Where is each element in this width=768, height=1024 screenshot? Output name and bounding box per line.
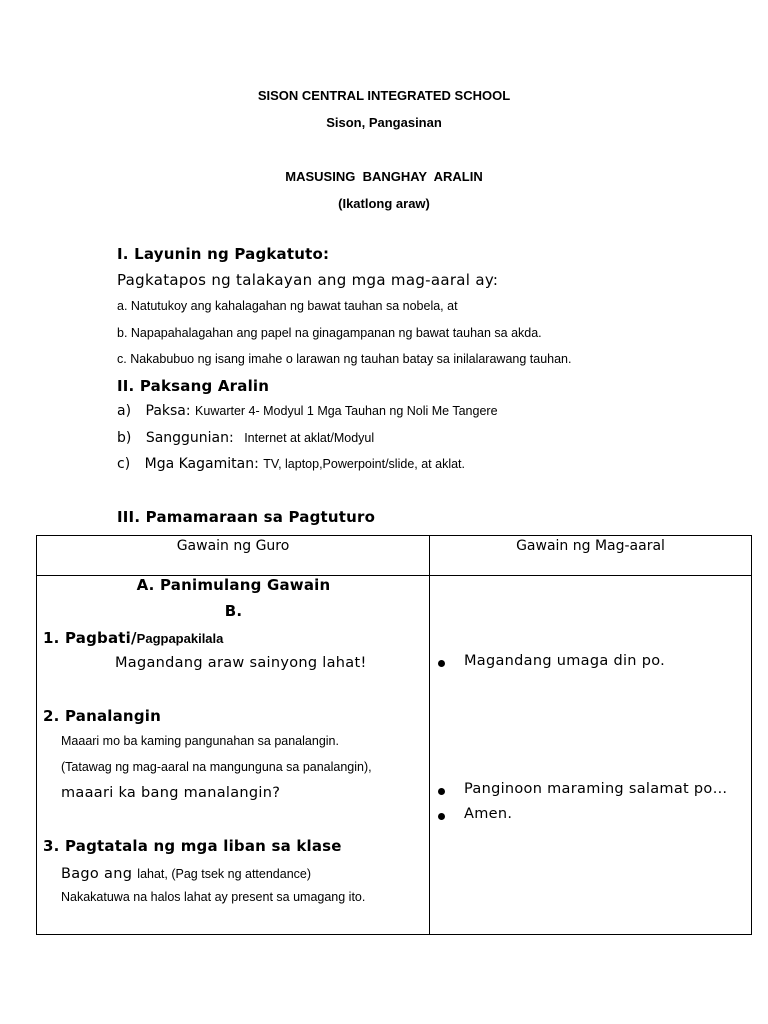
step-pagtatala-title: 3. Pagtatala ng mga liban sa klase [43,837,342,855]
paksa-item-a [117,403,498,419]
guro-cell [37,576,429,934]
layunin-item-b: b. Napapahalagahan ang papel na ginagampanan ng bawat tauhan sa akda. [117,326,542,340]
sanggunian-value: Internet at aklat/Modyul [244,431,375,445]
list-marker: b) [117,430,132,446]
bullet-icon [438,660,445,667]
list-marker: c) [117,456,131,472]
step-pagbati [43,628,223,647]
paksa-item-c [117,456,465,472]
layunin-item-a: a. Natutukoy ang kahalagahan ng bawat tauhan sa nobela, at [117,299,458,313]
panalangin-line-1: Maaari mo ba kaming pangunahan sa panalangin. [61,734,339,748]
pagbati-line: Magandang araw sainyong lahat! [115,655,367,671]
bullet-icon [438,813,445,820]
step-title: 1. Pagbati/ [43,629,137,647]
list-marker: a) [117,403,132,419]
layunin-intro: Pagkatapos ng talakayan ang mga mag-aaral ay: [117,271,499,289]
response-panalangin: Panginoon maraming salamat po… [464,781,728,797]
school-name: SISON CENTRAL INTEGRATED SCHOOL [257,88,511,103]
document-title: MASUSING BANGHAY ARALIN [285,169,483,184]
step-panalangin-title: 2. Panalangin [43,707,161,725]
pagtatala-line-1-end: lahat, (Pag tsek ng attendance) [137,867,312,881]
section-layunin-heading: I. Layunin ng Pagkatuto: [117,245,330,263]
response-amen: Amen. [464,806,513,822]
subheading-b: B. [224,602,243,620]
panalangin-line-2: (Tatawag ng mag-aaral na mangunguna sa panalangin), [61,760,372,774]
paksa-item-b [117,430,374,446]
sanggunian-label: Sanggunian: [145,430,234,446]
document-day: (Ikatlong araw) [338,196,430,211]
panalangin-line-3: maaari ka bang manalangin? [61,785,281,801]
step-subtitle: Pagpapakilala [136,631,224,646]
column-header-guro: Gawain ng Guro [37,536,430,576]
bullet-icon [438,788,445,795]
kagamitan-label: Mga Kagamitan: [144,456,259,472]
subheading-panimulang-gawain: A. Panimulang Gawain [136,576,331,594]
pagtatala-line-1-start: Bago ang [61,866,133,882]
paksa-value: Kuwarter 4- Modyul 1 Mga Tauhan ng Noli Me Tangere [195,404,498,418]
kagamitan-value: TV, laptop,Powerpoint/slide, at aklat. [263,457,465,471]
layunin-item-c: c. Nakabubuo ng isang imahe o larawan ng tauhan batay sa inilalarawang tauhan. [117,352,572,366]
column-header-magaaral: Gawain ng Mag-aaral [430,536,752,576]
response-pagbati: Magandang umaga din po. [464,653,666,669]
section-pamamaraan-heading: III. Pamamaraan sa Pagtuturo [117,508,376,526]
pagtatala-line-2: Nakakatuwa na halos lahat ay present sa umagang ito. [61,890,366,904]
section-paksa-heading: II. Paksang Aralin [117,377,270,395]
paksa-label: Paksa: [145,403,191,419]
school-location: Sison, Pangasinan [326,115,442,130]
pagtatala-line-1 [61,863,311,882]
lesson-procedure-table [36,535,752,935]
magaaral-cell [430,576,751,934]
